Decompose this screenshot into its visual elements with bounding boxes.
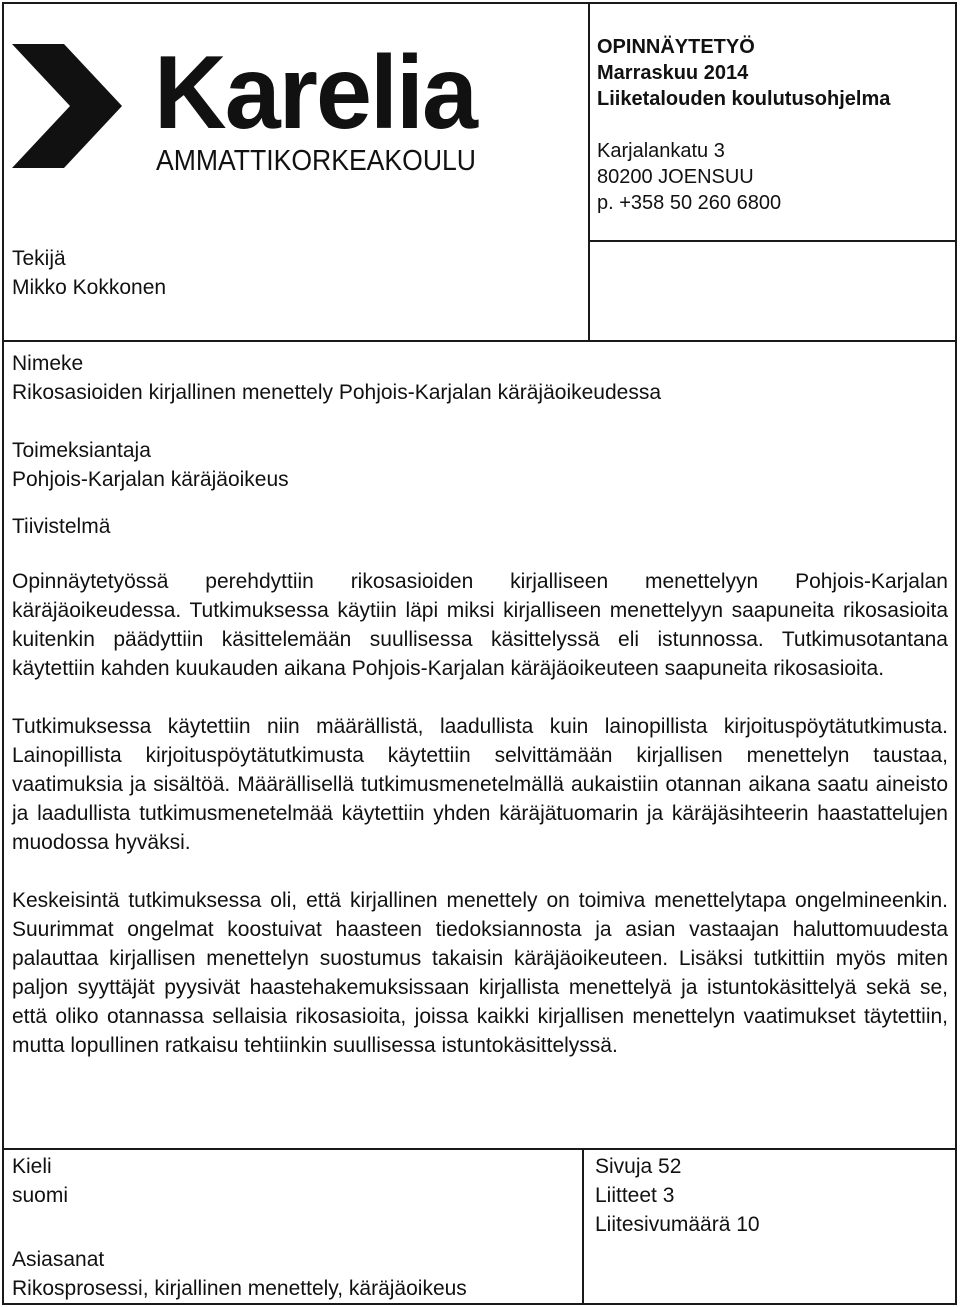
author-rule xyxy=(2,340,957,342)
logo-brand: Karelia xyxy=(154,35,480,151)
abstract-paragraph: Tutkimuksessa käytettiin niin määrällistä, laadullista kuin lainopillista kirjoituspöytätutkimusta. Lainopillista kirjoituspöytätutkimusta käytettiin selvittämään kirjallisen menettelyn taustaa, vaatimuksia ja sisältöä. Määrällisellä tutkimusmenetelmällä aukaistiin otannan aikana saatu aineisto ja laadullista tutkimusmenetelmää käytettiin yhden käräjätuomarin ja käräjäsihteerin haastattelujen muodossa hyväksi. xyxy=(12,715,948,854)
abstract-paragraph: Keskeisintä tutkimuksessa oli, että kirjallinen menettely on toimiva menettelytapa ongelmineenkin. Suurimmat ongelmat koostuivat haasteen tiedoksiannosta ja asian vastaajan haluttomuudesta palauttaa kirjallisen menettelyn suostumus takaisin käräjäoikeuteen. Lisäksi tutkittiin myös miten paljon syyttäjät pyysivät haastehakemuksissaan kirjallista menettelyä ja istuntokäsittelyä sekä se, että oliko otannassa sellaisia rikosasioita, joissa kaikki kirjallisen menettelyn vaatimukset täytettiin, mutta lopullinen ratkaisu tehtiinkin suullisessa istuntokäsittelyssä. xyxy=(12,889,948,1057)
language-label: Kieli xyxy=(12,1155,52,1178)
logo-mark xyxy=(12,44,122,168)
commissioner-label: Toimeksiantaja xyxy=(12,439,151,462)
abstract-body xyxy=(12,567,948,1089)
title-value: Rikosasioiden kirjallinen menettely Pohjois-Karjalan käräjäoikeudessa xyxy=(12,381,662,404)
title-label: Nimeke xyxy=(12,352,84,375)
address-street: Karjalankatu 3 xyxy=(597,140,725,162)
bottom-border xyxy=(2,1303,957,1305)
abstract-label: Tiivistelmä xyxy=(12,515,111,538)
document-type: OPINNÄYTETYÖ xyxy=(597,36,755,58)
left-border xyxy=(2,2,4,1305)
footer-divider xyxy=(582,1148,584,1305)
document-date: Marraskuu 2014 xyxy=(597,62,749,84)
keywords-value: Rikosprosessi, kirjallinen menettely, käräjäoikeus xyxy=(12,1277,467,1300)
header-info xyxy=(597,34,952,216)
keywords-label: Asiasanat xyxy=(12,1248,105,1271)
abstract-paragraph: Opinnäytetyössä perehdyttiin rikosasioiden kirjalliseen menettelyyn Pohjois-Karjalan käräjäoikeudessa. Tutkimuksessa käytiin läpi miksi kirjalliseen menettelyyn saapuneita rikosasioita kuitenkin päädyttiin käsittelemään suullisessa käsittelyssä eli istunnossa. Tutkimusotantana käytettiin kahden kuukauden aikana Pohjois-Karjalan käräjäoikeuteen saapuneita rikosasioita. xyxy=(12,570,948,680)
top-border xyxy=(2,2,957,4)
logo-subtitle: AMMATTIKORKEAKOULU xyxy=(156,145,476,177)
author-field xyxy=(12,244,166,302)
language-field xyxy=(12,1152,68,1210)
header-divider xyxy=(588,2,590,240)
header-rule xyxy=(588,240,957,242)
page-count: Sivuja 52 xyxy=(595,1155,682,1178)
phone-number: p. +358 50 260 6800 xyxy=(597,192,782,214)
author-divider xyxy=(588,240,590,340)
karelia-logo xyxy=(12,24,482,184)
appendix-page-count: Liitesivumäärä 10 xyxy=(595,1213,760,1236)
commissioner-value: Pohjois-Karjalan käräjäoikeus xyxy=(12,468,289,491)
commissioner-field xyxy=(12,436,289,494)
abstract-field xyxy=(12,512,110,541)
degree-programme: Liiketalouden koulutusohjelma xyxy=(597,88,891,110)
address-postal: 80200 JOENSUU xyxy=(597,166,754,188)
language-value: suomi xyxy=(12,1184,69,1207)
appendix-count: Liitteet 3 xyxy=(595,1184,675,1207)
author-label: Tekijä xyxy=(12,247,66,270)
page-stats xyxy=(595,1152,760,1239)
right-border xyxy=(955,2,957,1305)
keywords-field xyxy=(12,1245,467,1303)
title-field xyxy=(12,349,661,407)
author-value: Mikko Kokkonen xyxy=(12,276,167,299)
footer-rule xyxy=(2,1148,957,1150)
